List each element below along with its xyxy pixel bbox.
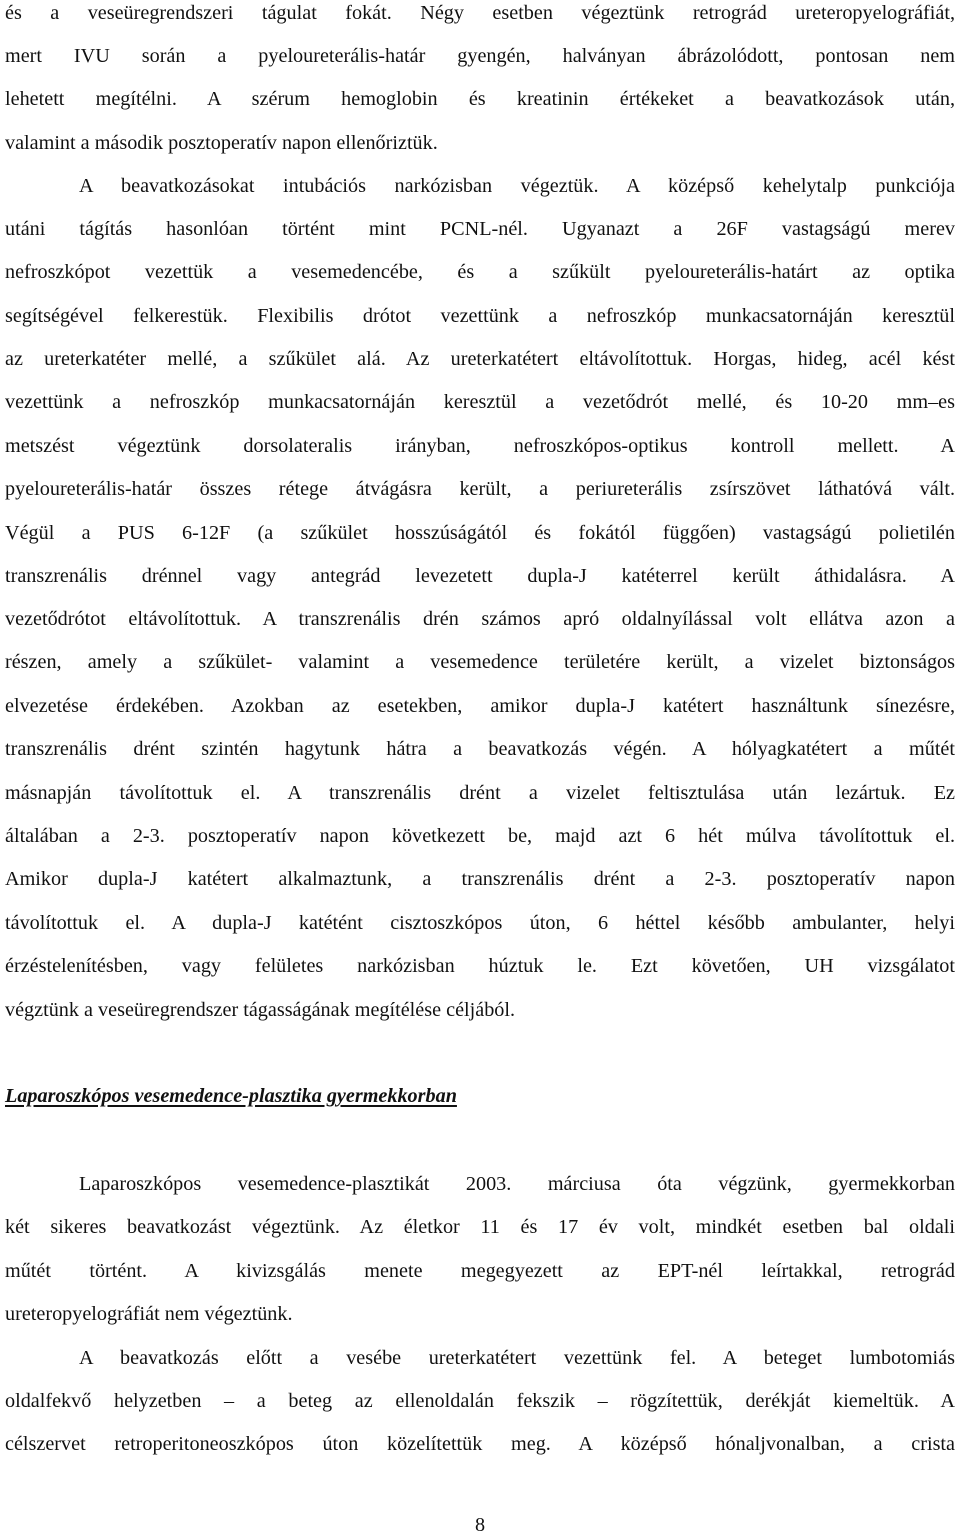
- text-line: érzéstelenítésben, vagy felületes narkózisban húztuk le. Ezt követően, UH vizsgálatot: [5, 955, 955, 977]
- text-line: pyeloureterális-határ összes rétege átvágásra került, a periureterális zsírszövet láthatóvá vált.: [5, 478, 955, 500]
- text-line: utáni tágítás hasonlóan történt mint PCNL-nél. Ugyanazt a 26F vastagságú merev: [5, 218, 955, 240]
- section-heading: Laparoszkópos vesemedence-plasztika gyermekkorban: [5, 1085, 457, 1107]
- text-line: ureteropyelográfiát nem végeztünk.: [5, 1303, 293, 1325]
- text-line: transzrenális drént szintén hagytunk hátra a beavatkozás végén. A hólyagkatétert a műtét: [5, 738, 955, 760]
- text-line: távolítottuk el. A dupla-J katétént cisztoszkópos úton, 6 héttel később ambulanter, helyi: [5, 912, 955, 934]
- text-line: elvezetése érdekében. Azokban az esetekben, amikor dupla-J katétert használtunk sínezésre,: [5, 695, 955, 717]
- text-line: transzrenális drénnel vagy antegrád levezetett dupla-J katéterrel került áthidalásra. A: [5, 565, 955, 587]
- text-line: az ureterkatéter mellé, a szűkület alá. Az ureterkatétert eltávolítottuk. Horgas, hideg, acél kést: [5, 348, 955, 370]
- text-line: célszervet retroperitoneoszkópos úton közelítettük meg. A középső hónaljvonalban, a crista: [5, 1433, 955, 1455]
- text-line: végztünk a veseüregrendszer tágasságának megítélése céljából.: [5, 999, 516, 1021]
- text-line: segítségével felkerestük. Flexibilis drótot vezettünk a nefroszkóp munkacsatornáján keresztül: [5, 305, 955, 327]
- text-line: másnapján távolítottuk el. A transzrenális drént a vizelet feltisztulása után lezártuk. Ez: [5, 782, 955, 804]
- text-line: két sikeres beavatkozást végeztünk. Az életkor 11 és 17 év volt, mindkét esetben bal oldali: [5, 1216, 955, 1238]
- text-line: vezettünk a nefroszkóp munkacsatornáján keresztül a vezetődrót mellé, és 10-20 mm–es: [5, 391, 955, 413]
- text-line: A beavatkozás előtt a vesébe ureterkatétert vezettünk fel. A beteget lumbotomiás: [79, 1347, 955, 1369]
- text-line: valamint a második posztoperatív napon ellenőriztük.: [5, 132, 438, 154]
- text-line: lehetett megítélni. A szérum hemoglobin és kreatinin értékeket a beavatkozások után,: [5, 88, 955, 110]
- text-line: részen, amely a szűkület- valamint a vesemedence területére került, a vizelet biztonságos: [5, 651, 955, 673]
- text-line: és a veseüregrendszeri tágulat fokát. Négy esetben végeztünk retrográd ureteropyelográfiát,: [5, 2, 955, 24]
- text-line: A beavatkozásokat intubációs narkózisban végeztük. A középső kehelytalp punkciója: [79, 175, 955, 197]
- text-line: oldalfekvő helyzetben – a beteg az ellenoldalán fekszik – rögzítettük, derékját kiemeltük. A: [5, 1390, 955, 1412]
- text-line: Laparoszkópos vesemedence-plasztikát 2003. márciusa óta végzünk, gyermekkorban: [79, 1173, 955, 1195]
- text-line: mert IVU során a pyeloureterális-határ gyengén, halványan ábrázolódott, pontosan nem: [5, 45, 955, 67]
- page-number: 8: [474, 1514, 486, 1536]
- text-line: műtét történt. A kivizsgálás menete megegyezett az EPT-nél leírtakkal, retrográd: [5, 1260, 955, 1282]
- text-line: metszést végeztünk dorsolateralis irányban, nefroszkópos-optikus kontroll mellett. A: [5, 435, 955, 457]
- text-line: nefroszkópot vezettük a vesemedencébe, és a szűkült pyeloureterális-határt az optika: [5, 261, 955, 283]
- text-line: általában a 2-3. posztoperatív napon következett be, majd azt 6 hét múlva távolítottuk el.: [5, 825, 955, 847]
- text-line: vezetődrótot eltávolítottuk. A transzrenális drén számos apró oldalnyílással volt ellátva azon a: [5, 608, 955, 630]
- text-line: Végül a PUS 6-12F (a szűkület hosszúságától és fokától függően) vastagságú polietilén: [5, 522, 955, 544]
- text-line: Amikor dupla-J katétert alkalmaztunk, a transzrenális drént a 2-3. posztoperatív napon: [5, 868, 955, 890]
